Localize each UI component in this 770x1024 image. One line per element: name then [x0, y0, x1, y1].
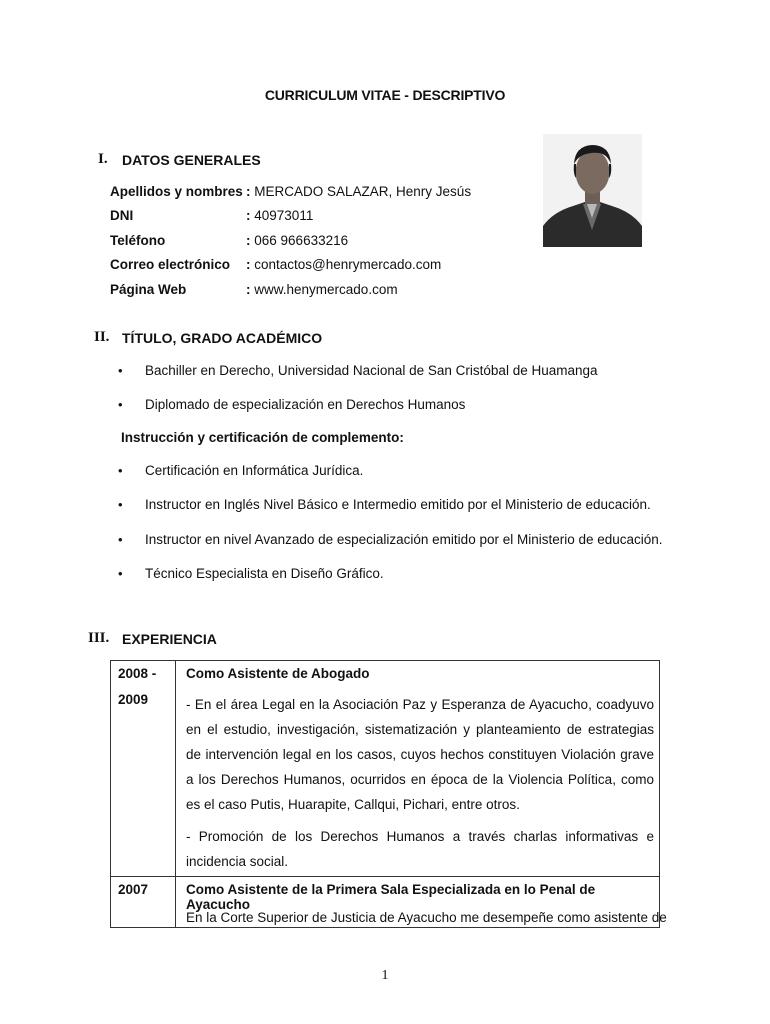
field-label-dni: DNI [110, 208, 134, 223]
field-value-phone: : 066 966633216 [246, 233, 349, 248]
experience-year-end: 2009 [118, 692, 149, 707]
section-number-general: I. [98, 151, 108, 167]
field-label-name: Apellidos y nombres [110, 184, 243, 199]
page-number: 1 [381, 968, 389, 983]
bullet-icon: • [118, 532, 123, 547]
experience-description: - En el área Legal en la Asociación Paz y Esperanza de Ayacucho, coadyuvo en el estudio, investigación, sistematización y planteamiento de estrategias de intervención legal en los casos, cuyos hechos constituyen Violación grave a los Derechos Humanos, ocurridos en época de la Violencia Política, como es el caso Putis, Huarapite, Callqui, Pichari, entre otros. [186, 697, 654, 812]
bullet-icon: • [118, 497, 123, 512]
field-value-email: : contactos@henrymercado.com [246, 257, 442, 272]
field-label-website: Página Web [110, 282, 187, 297]
section-heading-experience: EXPERIENCIA [122, 631, 217, 647]
table-divider [111, 876, 659, 877]
experience-year-start: 2008 - [118, 666, 157, 681]
experience-description: En la Corte Superior de Justicia de Ayacucho me desempeñe como asistente de [186, 910, 667, 925]
section-number-titles: II. [94, 329, 110, 345]
document-title: CURRICULUM VITAE - DESCRIPTIVO [264, 87, 506, 103]
person-photo-icon [543, 134, 642, 247]
subsection-heading: Instrucción y certificación de complemento: [121, 430, 404, 445]
field-value-dni: : 40973011 [246, 208, 314, 223]
bullet-icon: • [118, 363, 123, 378]
person-photo [543, 134, 642, 247]
table-divider [175, 661, 176, 927]
section-heading-general: DATOS GENERALES [122, 152, 261, 168]
experience-table [110, 660, 667, 928]
bullet-icon: • [118, 566, 123, 581]
field-value-name: : MERCADO SALAZAR, Henry Jesús [246, 184, 472, 199]
bullet-icon: • [118, 397, 123, 412]
experience-year-start: 2007 [118, 882, 149, 897]
experience-description: - Promoción de los Derechos Humanos a través charlas informativas e incidencia social. [186, 829, 654, 869]
experience-position: Como Asistente de la Primera Sala Especializada en lo Penal de Ayacucho [186, 882, 596, 912]
document-page: CURRICULUM VITAE - DESCRIPTIVO I. DATOS GENERALES Apellidos y nombres : MERCADO SALAZAR, Henry Jesús DNI : 40973011 Teléfono : 066 966633216 Correo electrónico : contactos@henrymercado.com Página Web : www.henymercado.com II. TÍTULO, GRADO ACADÉMICO • Bachiller en Derecho, Universidad Nacional de San Cristóbal de Huamanga • Diplomado de especialización en Derechos Humanos Instrucción y certificación de complemento: • Certificación en Informática Jurídica. • Instructor en Inglés Nivel Básico e Intermedio emitido por el Ministerio de educación. • Instructor en nivel Avanzado de especialización emitido por el Ministerio de educación. • Técnico Especialista en Diseño Gráfico. III. EXPERIENCIA 2008 - 2009 Como Asistente de Abogado - En el área Legal en la Asociación Paz y Esperanza de Ayacucho, coadyuvo en el estudio, investigación, sistematización y planteamiento de estrategias de intervención legal en los casos, cuyos hechos constituyen Violación grave a los Derechos Humanos, ocurridos en época de la Violencia Política, como es el caso Putis, Huarapite, Callqui, Pichari, entre otros. - Promoción de los Derechos Humanos a través charlas informativas e incidencia social. 2007 Como Asistente de la Primera Sala Especializada en lo Penal de Ayacucho En la Corte Superior de Justicia de Ayacucho me desempeñe como asistente de 1 [0, 0, 770, 1024]
field-label-email: Correo electrónico [110, 257, 231, 272]
section-number-experience: III. [88, 630, 110, 646]
bullet-icon: • [118, 463, 123, 478]
section-heading-titles: TÍTULO, GRADO ACADÉMICO [122, 330, 323, 346]
field-value-website: : www.henymercado.com [246, 282, 398, 297]
field-label-phone: Teléfono [110, 233, 166, 248]
experience-position: Como Asistente de Abogado [186, 666, 370, 681]
